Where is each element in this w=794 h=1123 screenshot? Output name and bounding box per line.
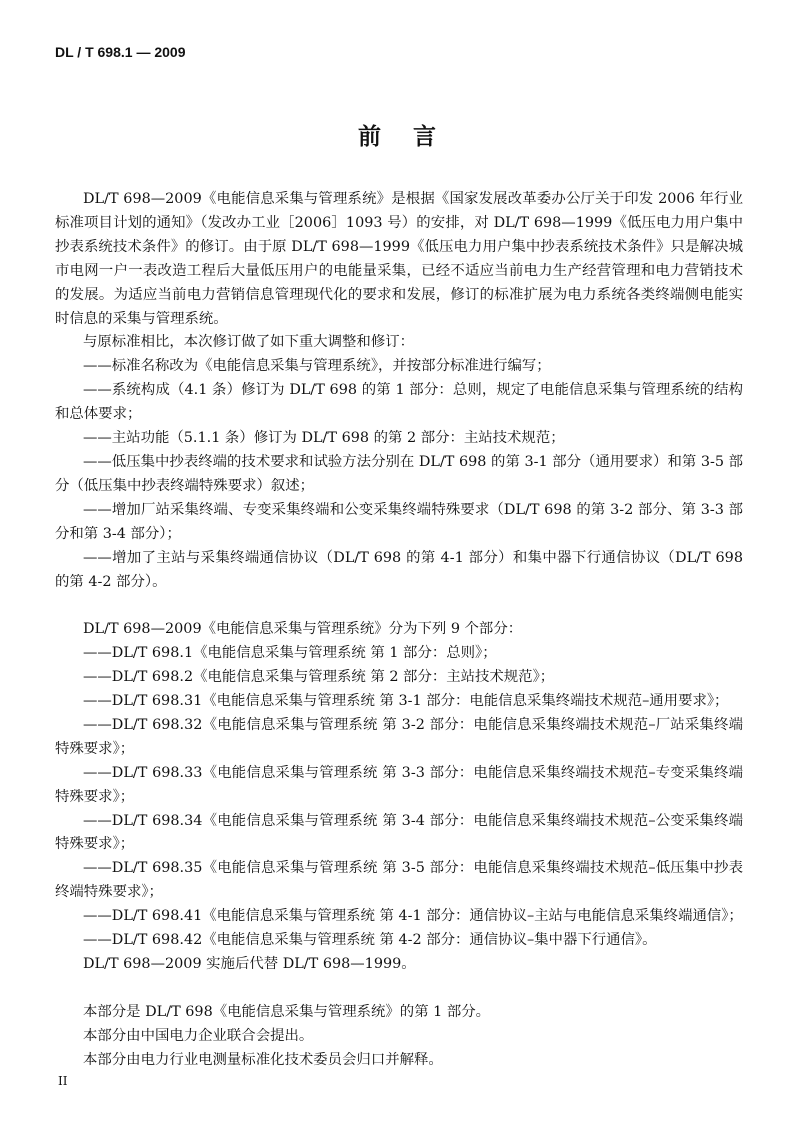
- changes-intro: 与原标准相比，本次修订做了如下重大调整和修订：: [83, 334, 414, 351]
- document-code-header: DL / T 698.1 — 2009: [55, 44, 186, 60]
- part-item: ——DL/T 698.32《电能信息采集与管理系统 第 3-2 部分：电能信息采集终端技术规范–厂站采集终端特殊要求》；: [55, 716, 743, 757]
- part-item: ——DL/T 698.33《电能信息采集与管理系统 第 3-3 部分：电能信息采集终端技术规范–专变采集终端特殊要求》；: [55, 764, 743, 805]
- foreword-body: [55, 188, 743, 1073]
- change-item: ——主站功能（5.1.1 条）修订为 DL/T 698 的第 2 部分：主站技术规范；: [83, 430, 565, 447]
- closing-line: 本部分由中国电力企业联合会提出。: [83, 1027, 314, 1044]
- part-item: ——DL/T 698.1《电能信息采集与管理系统 第 1 部分：总则》；: [83, 645, 497, 662]
- paragraph-gap: [55, 977, 743, 1001]
- part-item: ——DL/T 698.35《电能信息采集与管理系统 第 3-5 部分：电能信息采集终端技术规范–低压集中抄表终端特殊要求》；: [55, 860, 743, 901]
- paragraph-gap: [55, 594, 743, 618]
- part-item: ——DL/T 698.41《电能信息采集与管理系统 第 4-1 部分：通信协议–主站与电能信息采集终端通信》；: [83, 908, 743, 925]
- part-item: ——DL/T 698.34《电能信息采集与管理系统 第 3-4 部分：电能信息采集终端技术规范–公变采集终端特殊要求》；: [55, 812, 743, 853]
- closing-line: 本部分是 DL/T 698《电能信息采集与管理系统》的第 1 部分。: [83, 1003, 491, 1020]
- page-number: II: [58, 1074, 68, 1088]
- page-title: 前言: [358, 123, 468, 150]
- part-item: ——DL/T 698.42《电能信息采集与管理系统 第 4-2 部分：通信协议–集中器下行通信》。: [83, 932, 657, 949]
- part-item: ——DL/T 698.31《电能信息采集与管理系统 第 3-1 部分：电能信息采集终端技术规范–通用要求》；: [83, 693, 729, 710]
- change-item: ——增加厂站采集终端、专变采集终端和公变采集终端特殊要求（DL/T 698 的第 3-2 部分、第 3-3 部分和第 3-4 部分）；: [55, 501, 743, 542]
- replacement-note: DL/T 698—2009 实施后代替 DL/T 698—1999。: [83, 955, 416, 972]
- part-item: ——DL/T 698.2《电能信息采集与管理系统 第 2 部分：主站技术规范》；: [83, 669, 555, 686]
- change-item: ——增加了主站与采集终端通信协议（DL/T 698 的第 4-1 部分）和集中器下行通信协议（DL/T 698 的第 4-2 部分）。: [55, 549, 743, 590]
- change-item: ——系统构成（4.1 条）修订为 DL/T 698 的第 1 部分：总则，规定了电能信息采集与管理系统的结构和总体要求；: [55, 382, 743, 423]
- parts-intro: DL/T 698—2009《电能信息采集与管理系统》分为下列 9 个部分：: [83, 621, 523, 638]
- intro-paragraph: DL/T 698—2009《电能信息采集与管理系统》是根据《国家发展改革委办公厅关于印发 2006 年行业标准项目计划的通知》（发改办工业［2006］1093 号）的安排，对 DL/T 698—1999《低压电力用户集中抄表系统技术条件》的修订。由于原 DL/T 698—1999《低压电力用户集中抄表系统技术条件》只是解决城市电网一户一表改造工程后大量低压用户的电能量采集，已经不适应当前电力生产经营管理和电力营销技术的发展。为适应当前电力营销信息管理现代化的要求和发展，修订的标准扩展为电力系统各类终端侧电能实时信息的采集与管理系统。: [55, 191, 743, 327]
- change-item: ——标准名称改为《电能信息采集与管理系统》，并按部分标准进行编写；: [83, 358, 551, 375]
- change-item: ——低压集中抄表终端的技术要求和试验方法分别在 DL/T 698 的第 3-1 部分（通用要求）和第 3-5 部分（低压集中抄表终端特殊要求）叙述；: [55, 453, 743, 494]
- closing-line: 本部分由电力行业电测量标准化技术委员会归口并解释。: [83, 1051, 443, 1068]
